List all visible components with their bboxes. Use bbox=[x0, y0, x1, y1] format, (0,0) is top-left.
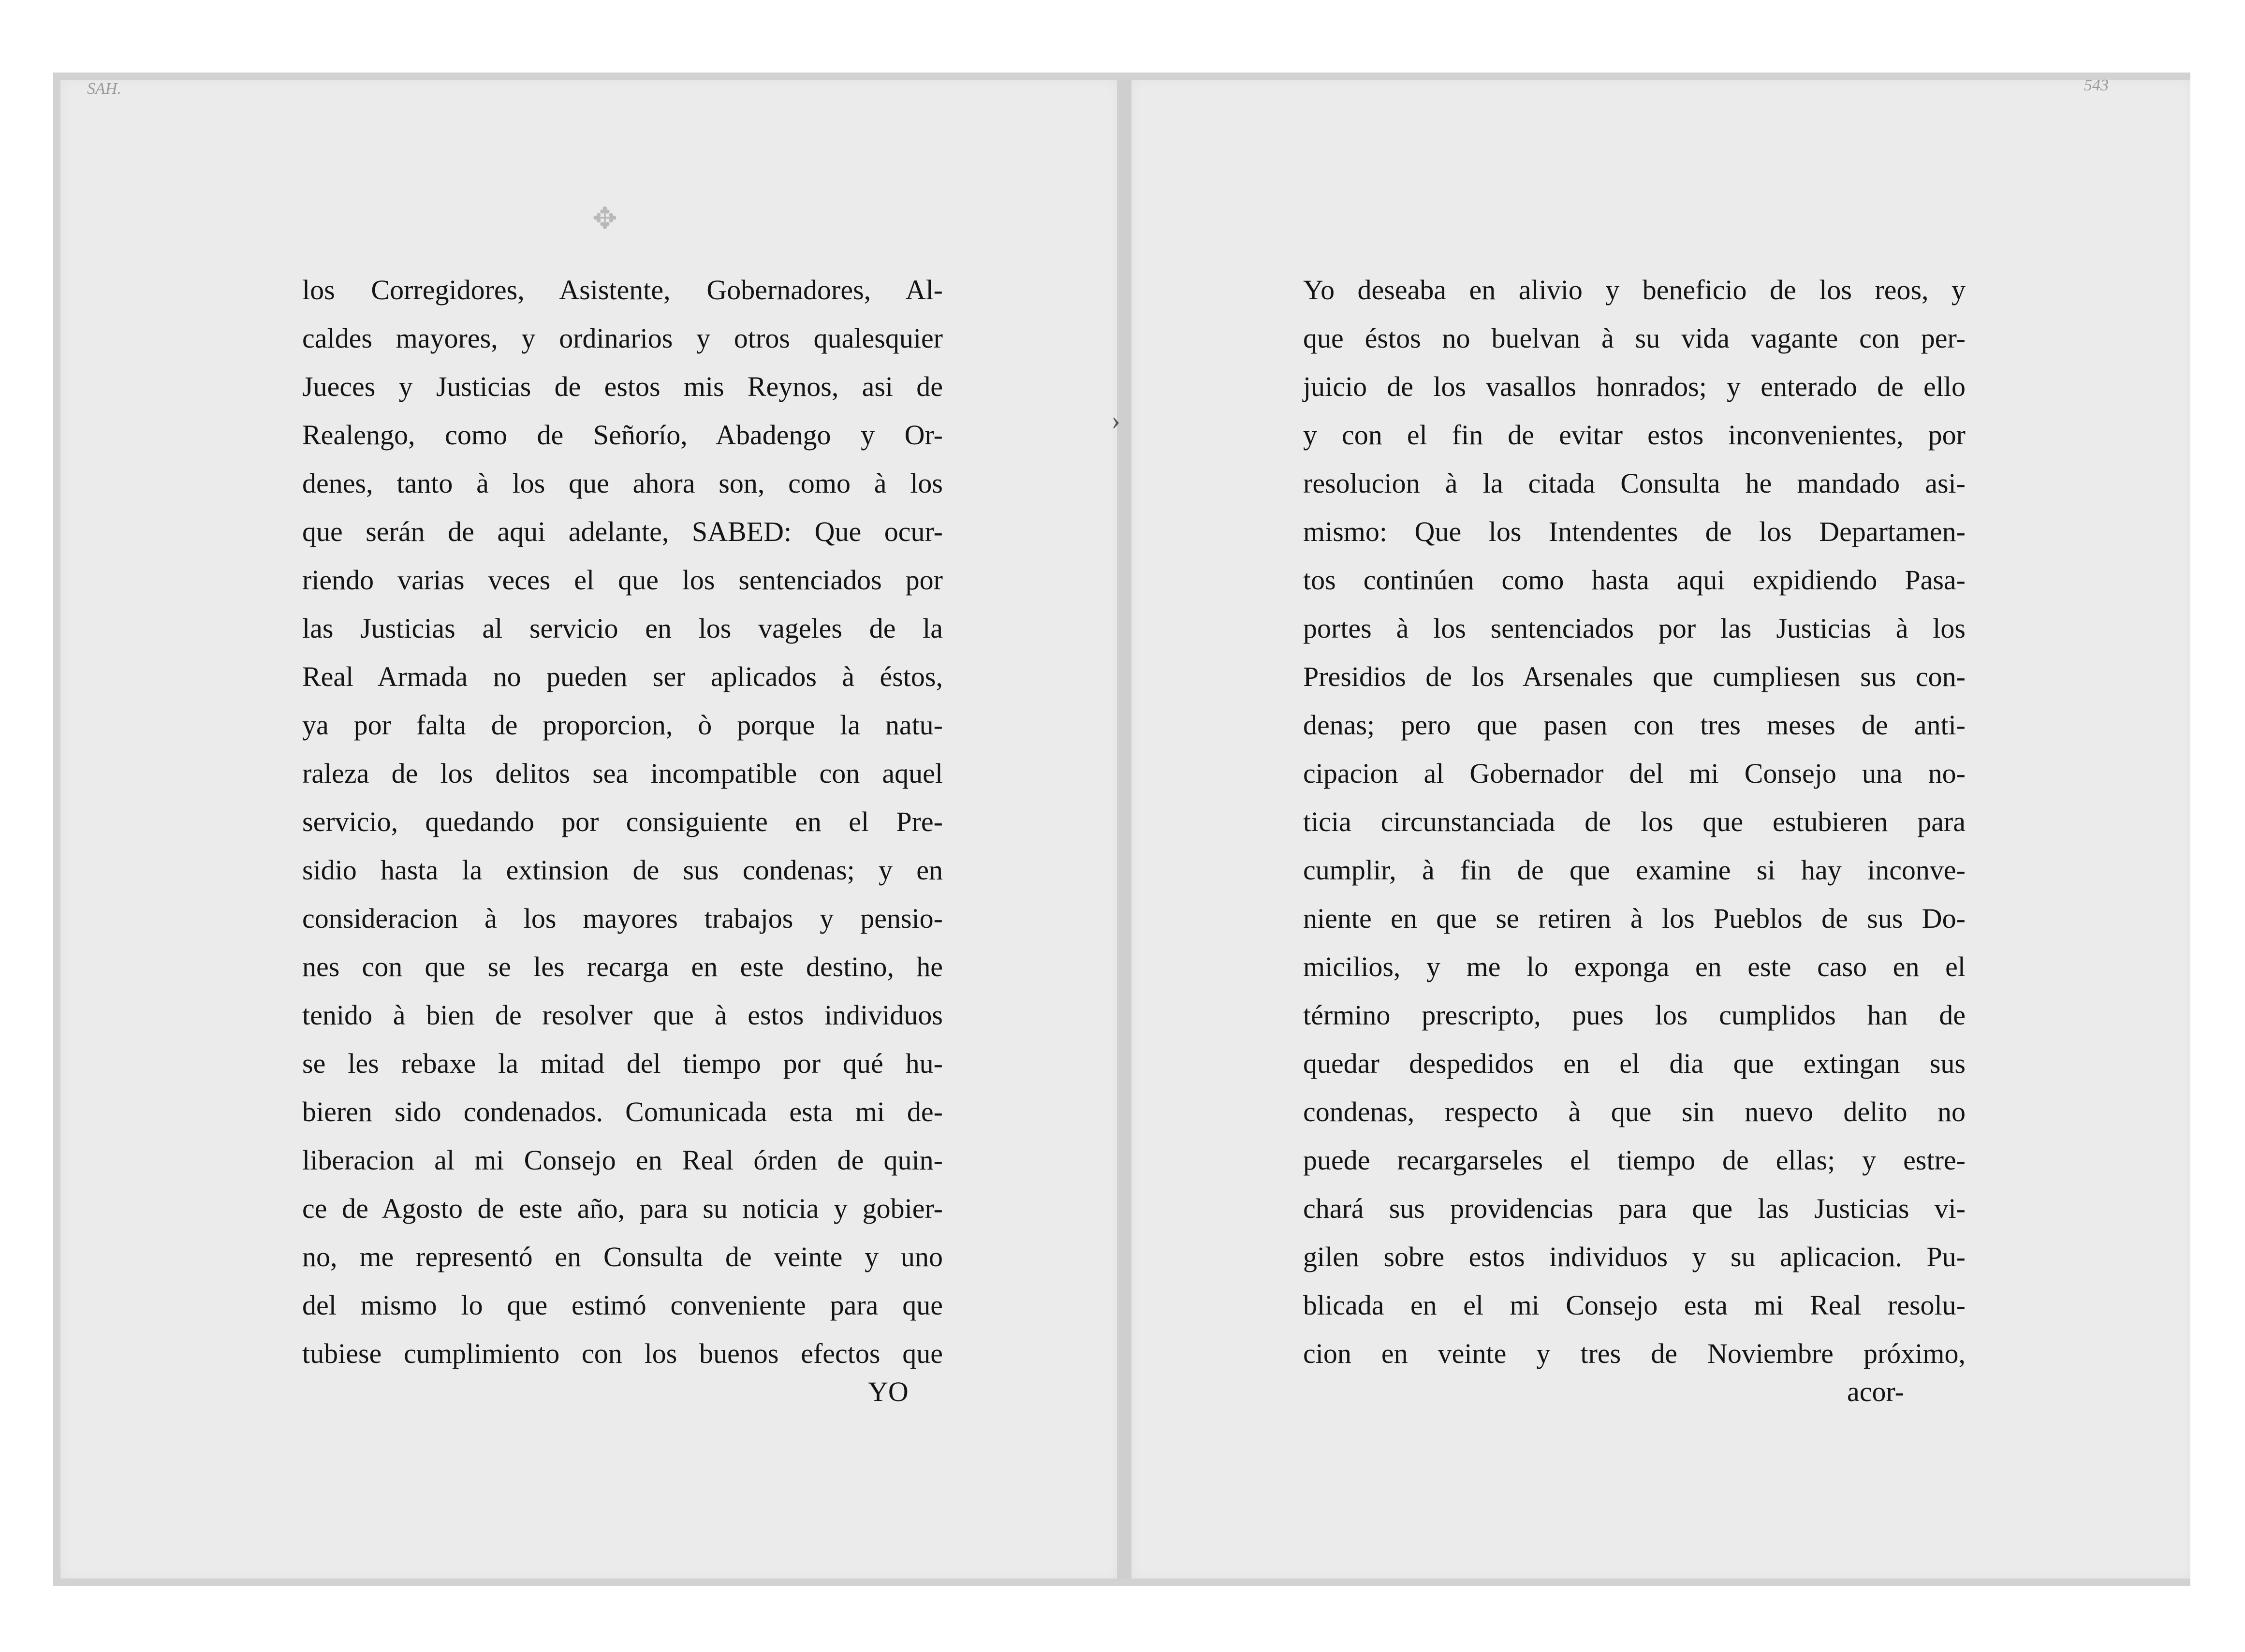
text-line: quedar despedidos en el dia que extingan sus bbox=[1303, 1048, 1966, 1079]
text-line: juicio de los vasallos honrados; y enterado de ello bbox=[1303, 371, 1966, 402]
right-page-folio-number: 543 bbox=[2084, 76, 2109, 94]
text-line: se les rebaxe la mitad del tiempo por qué hu- bbox=[302, 1048, 943, 1079]
text-line: las Justicias al servicio en los vageles de la bbox=[302, 613, 943, 644]
text-line: blicada en el mi Consejo esta mi Real resolu- bbox=[1303, 1289, 1966, 1321]
text-line: denes, tanto à los que ahora son, como à los bbox=[302, 468, 943, 499]
gutter-mark: › bbox=[1111, 404, 1121, 436]
text-line: condenas, respecto à que sin nuevo delito no bbox=[1303, 1096, 1966, 1127]
text-line: los Corregidores, Asistente, Gobernadores, Al- bbox=[302, 274, 943, 306]
text-line: bieren sido condenados. Comunicada esta mi de- bbox=[302, 1096, 943, 1127]
text-line: ya por falta de proporcion, ò porque la natu- bbox=[302, 709, 943, 741]
text-line: Presidios de los Arsenales que cumpliesen sus con- bbox=[1303, 661, 1966, 692]
book-gutter bbox=[1117, 80, 1131, 1579]
text-line: del mismo lo que estimó conveniente para que bbox=[302, 1289, 943, 1321]
right-catchword: acor- bbox=[1847, 1376, 1904, 1407]
text-line: que éstos no buelvan à su vida vagante con per- bbox=[1303, 322, 1966, 354]
text-line: servicio, quedando por consiguiente en el Pre- bbox=[302, 806, 943, 837]
text-line: Real Armada no pueden ser aplicados à éstos, bbox=[302, 661, 943, 692]
text-line: gilen sobre estos individuos y su aplicacion. Pu- bbox=[1303, 1241, 1966, 1272]
text-line: niente en que se retiren à los Pueblos de sus Do- bbox=[1303, 903, 1966, 934]
ornament-icon: ✥ bbox=[592, 203, 617, 235]
left-catchword: YO bbox=[868, 1376, 909, 1407]
text-line: chará sus providencias para que las Justicias vi- bbox=[1303, 1193, 1966, 1224]
text-line: denas; pero que pasen con tres meses de anti- bbox=[1303, 709, 1966, 741]
text-line: portes à los sentenciados por las Justicias à los bbox=[1303, 613, 1966, 644]
text-line: caldes mayores, y ordinarios y otros qualesquier bbox=[302, 322, 943, 354]
text-line: término prescripto, pues los cumplidos han de bbox=[1303, 999, 1966, 1031]
text-line: ce de Agosto de este año, para su noticia y gobier- bbox=[302, 1193, 943, 1224]
text-line: sidio hasta la extinsion de sus condenas; y en bbox=[302, 854, 943, 886]
text-line: tubiese cumplimiento con los buenos efectos que bbox=[302, 1338, 943, 1369]
text-line: tos continúen como hasta aqui expidiendo Pasa- bbox=[1303, 564, 1966, 596]
text-line: tenido à bien de resolver que à estos individuos bbox=[302, 999, 943, 1031]
text-line: resolucion à la citada Consulta he mandado asi- bbox=[1303, 468, 1966, 499]
text-line: cumplir, à fin de que examine si hay inconve- bbox=[1303, 854, 1966, 886]
text-line: Realengo, como de Señorío, Abadengo y Or- bbox=[302, 419, 943, 451]
text-line: cion en veinte y tres de Noviembre próximo, bbox=[1303, 1338, 1966, 1369]
right-page-text bbox=[1303, 266, 1966, 1378]
left-corner-annotation: SAH. bbox=[87, 80, 121, 98]
text-line: ticia circunstanciada de los que estubieren para bbox=[1303, 806, 1966, 837]
text-line: cipacion al Gobernador del mi Consejo una no- bbox=[1303, 758, 1966, 789]
text-line: mismo: Que los Intendentes de los Departamen- bbox=[1303, 516, 1966, 547]
text-line: Jueces y Justicias de estos mis Reynos, asi de bbox=[302, 371, 943, 402]
text-line: no, me representó en Consulta de veinte y uno bbox=[302, 1241, 943, 1272]
text-line: nes con que se les recarga en este destino, he bbox=[302, 951, 943, 982]
text-line: puede recargarseles el tiempo de ellas; y estre- bbox=[1303, 1144, 1966, 1176]
left-page-text bbox=[302, 266, 943, 1378]
text-line: liberacion al mi Consejo en Real órden de quin- bbox=[302, 1144, 943, 1176]
text-line: consideracion à los mayores trabajos y pensio- bbox=[302, 903, 943, 934]
text-line: riendo varias veces el que los sentenciados por bbox=[302, 564, 943, 596]
text-line: micilios, y me lo exponga en este caso en el bbox=[1303, 951, 1966, 982]
text-line: y con el fin de evitar estos inconvenientes, por bbox=[1303, 419, 1966, 451]
text-line: que serán de aqui adelante, SABED: Que ocur- bbox=[302, 516, 943, 547]
text-line: Yo deseaba en alivio y beneficio de los reos, y bbox=[1303, 274, 1966, 306]
text-line: raleza de los delitos sea incompatible con aquel bbox=[302, 758, 943, 789]
